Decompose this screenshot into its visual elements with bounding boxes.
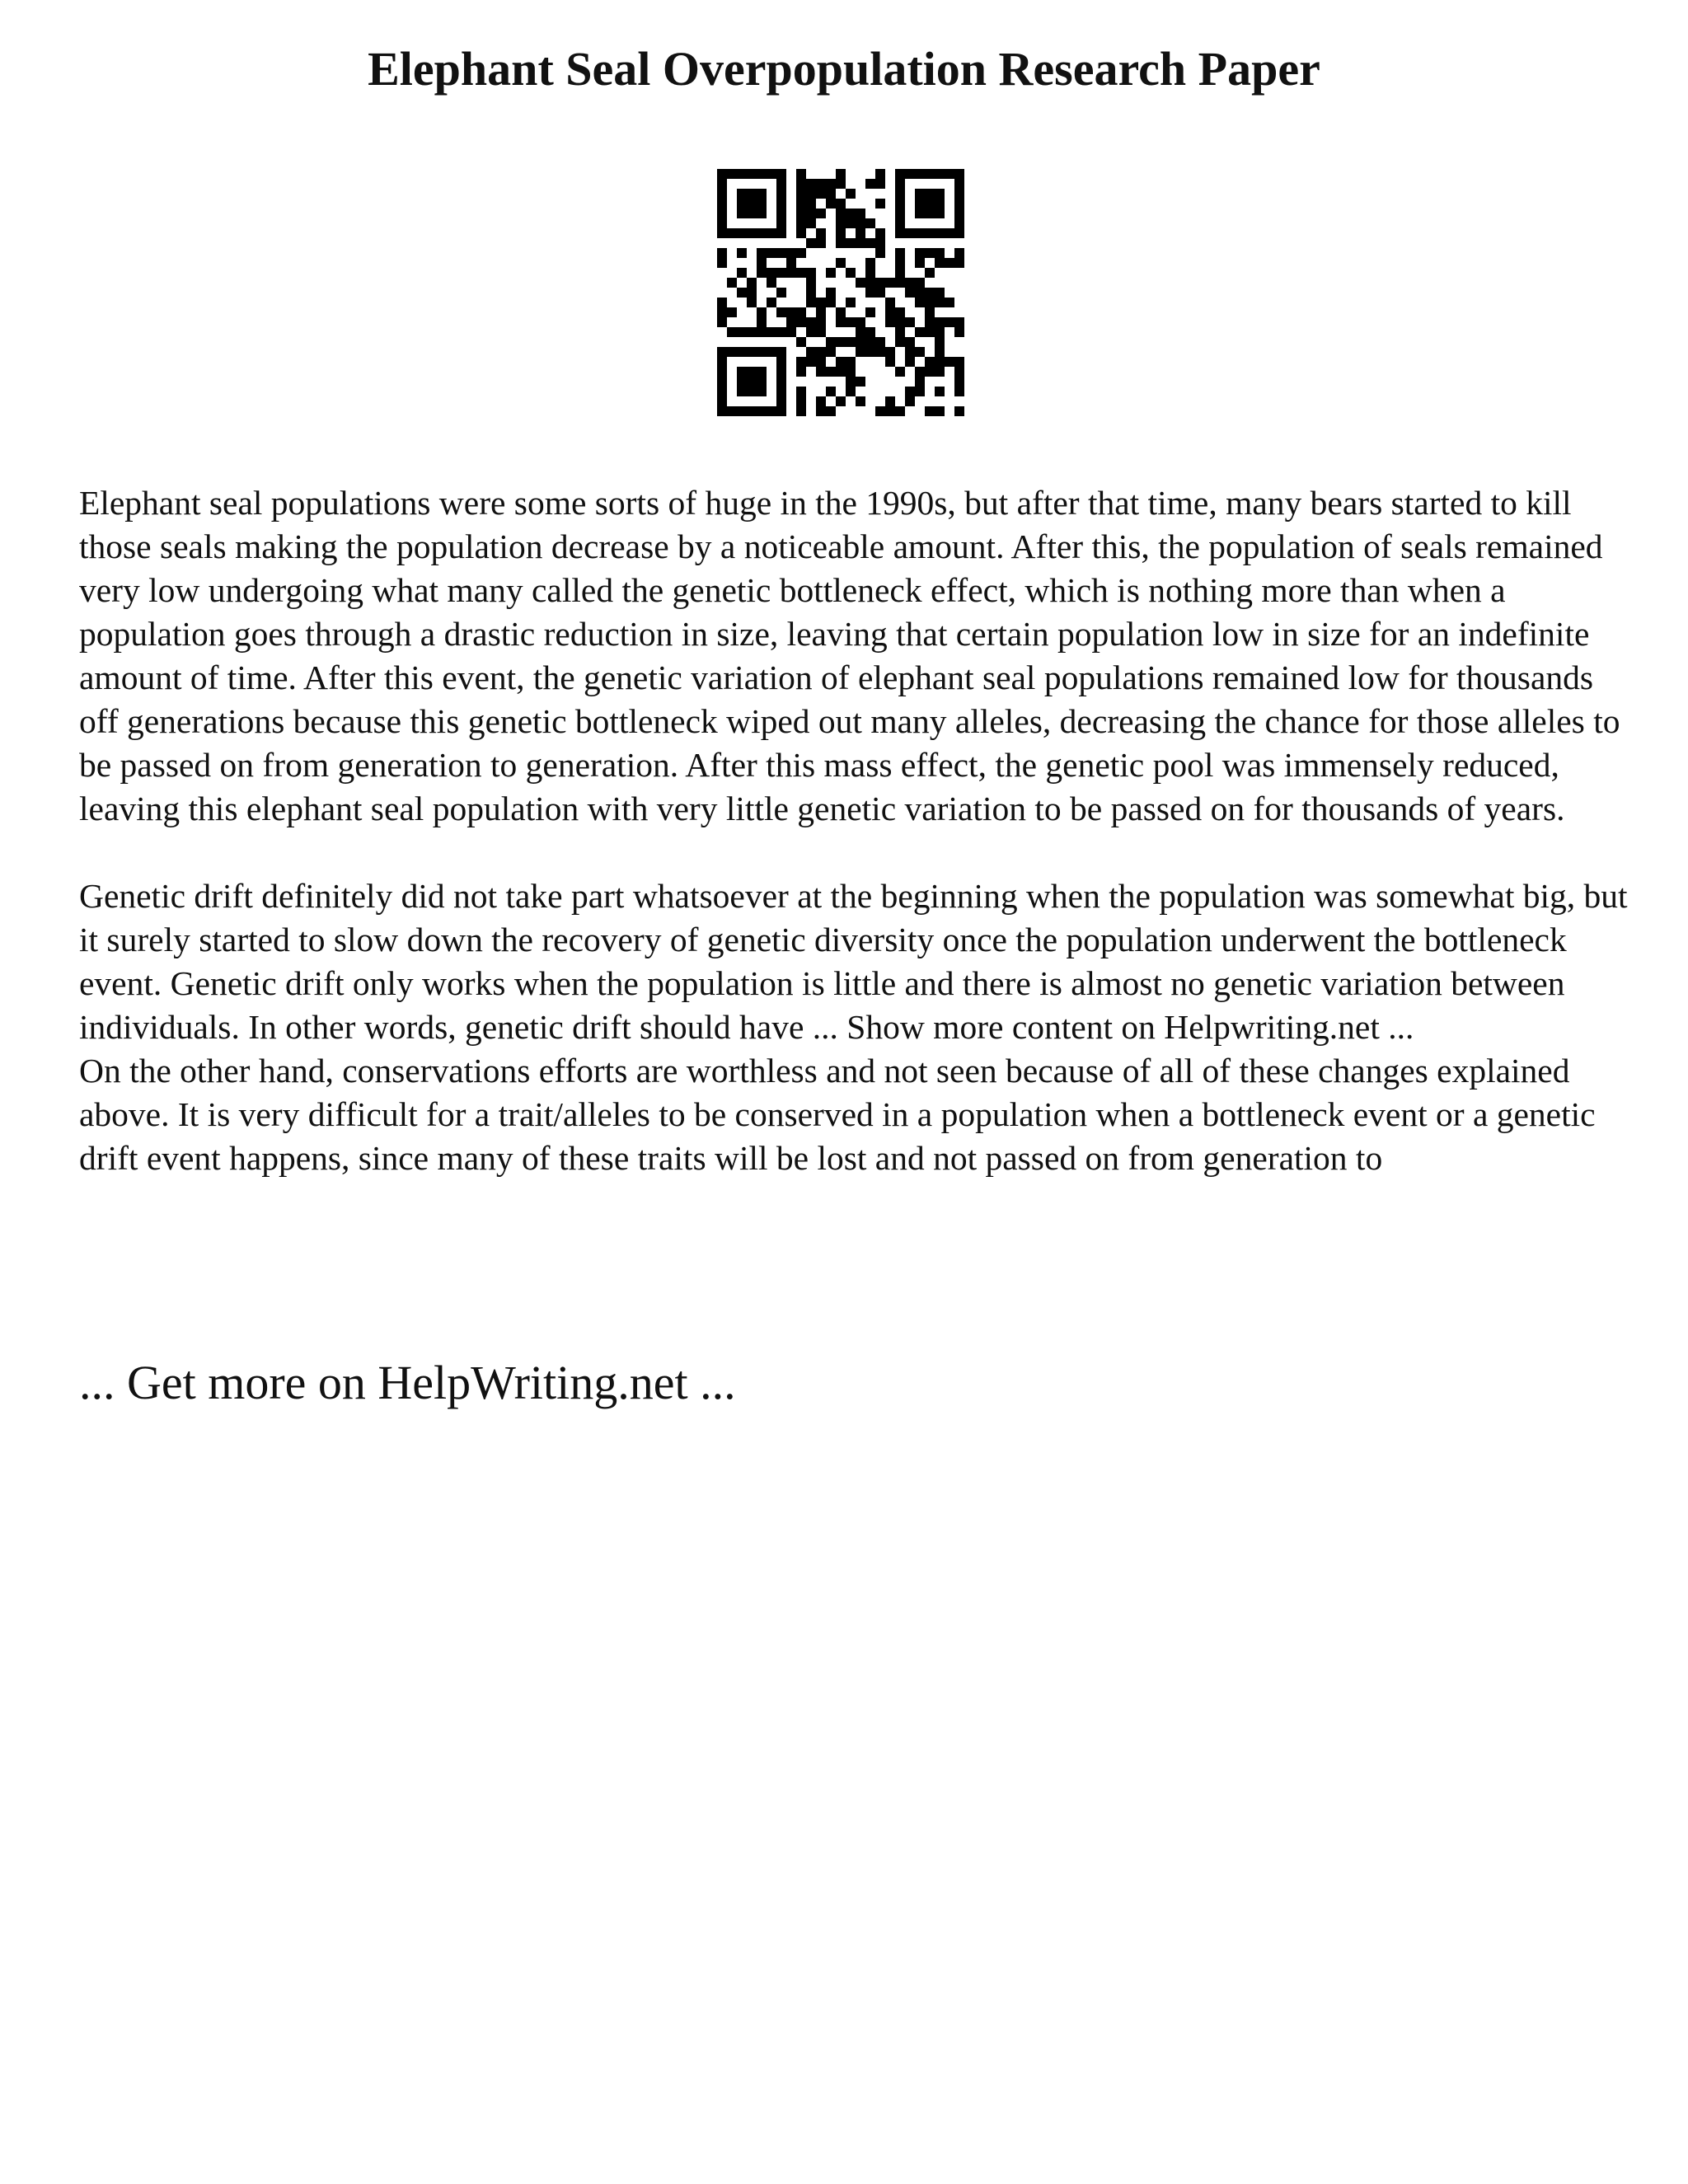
get-more-link[interactable]: ... Get more on HelpWriting.net ... [79,1356,736,1409]
paragraph-2: Genetic drift definitely did not take part whatsoever at the beginning when the population was somewhat big, but it surely started to slow down the recovery of genetic diversity once the population underwent the bottleneck event. Genetic drift only works when the population is little and there is almost no genetic variation between individuals. In other words, genetic drift should have ... Show more content on Helpwriting.net ... [79,877,1628,1046]
paragraph-3: On the other hand, conservations efforts are worthless and not seen because of all of these changes explained above. It is very difficult for a trait/alleles to be conserved in a population when a bottleneck event or a genetic drift event happens, since many of these traits will be lost and not passed on from generation to [79,1052,1596,1177]
page-title: Elephant Seal Overpopulation Research Paper [368,42,1320,96]
article-body [79,481,1629,1180]
paragraph-1: Elephant seal populations were some sorts of huge in the 1990s, but after that time, many bears started to kill those seals making the population decrease by a noticeable amount. After this, the population of seals remained very low undergoing what many called the genetic bottleneck effect, which is nothing more than when a population goes through a drastic reduction in size, leaving that certain population low in size for an indefinite amount of time. After this event, the genetic variation of elephant seal populations remained low for thousands off generations because this genetic bottleneck wiped out many alleles, decreasing the chance for those alleles to be passed on from generation to generation. After this mass effect, the genetic pool was immensely reduced, leaving this elephant seal population with very little genetic variation to be passed on for thousands of years. [79,484,1620,827]
qr-code-icon [717,169,964,416]
